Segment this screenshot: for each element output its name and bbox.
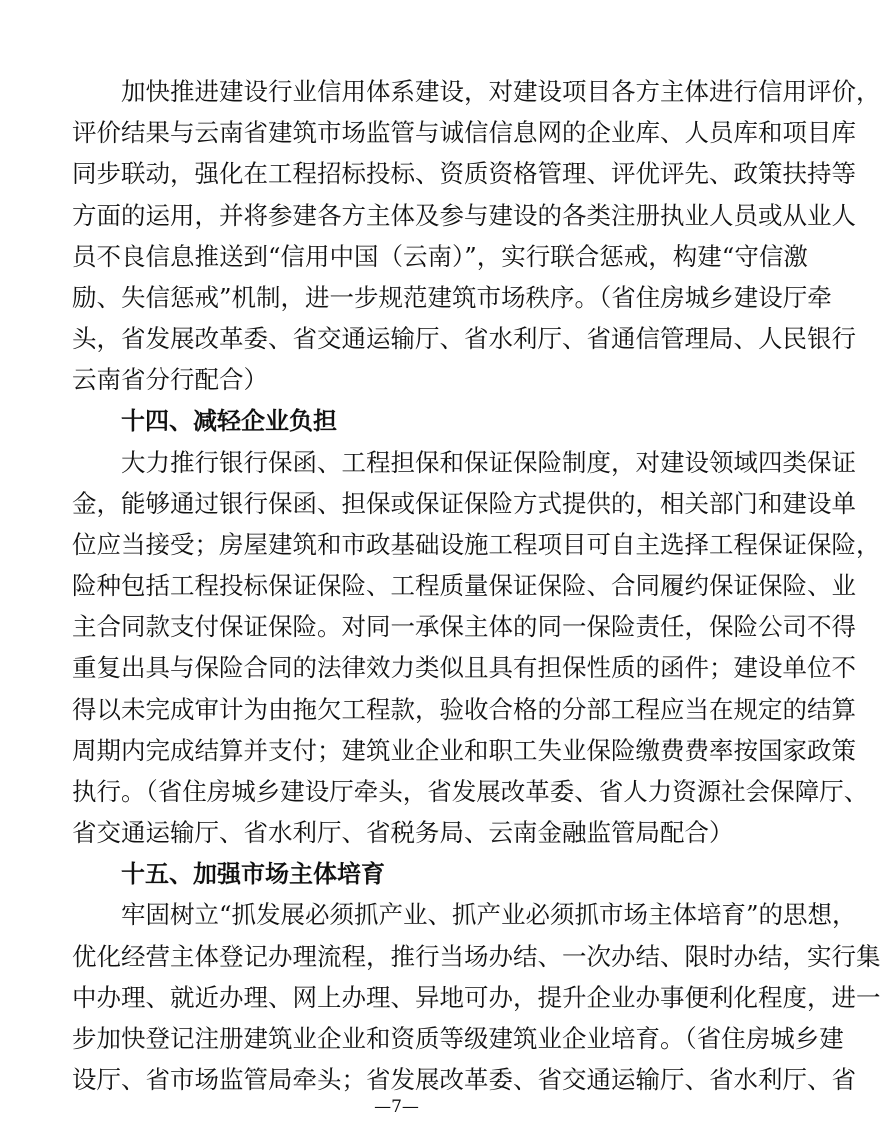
paragraph-line: 中办理、就近办理、网上办理、异地可办，提升企业办事便利化程度，进一 [72, 983, 881, 1012]
page-number: —7— [374, 1097, 419, 1117]
paragraph-line: 加快推进建设行业信用体系建设，对建设项目各方主体进行信用评价， [121, 77, 881, 106]
paragraph-line: 重复出具与保险合同的法律效力类似且具有担保性质的函件；建设单位不 [72, 653, 856, 682]
paragraph-line: 得以未完成审计为由拖欠工程款，验收合格的分部工程应当在规定的结算 [72, 695, 856, 724]
paragraph-line: 云南省分行配合） [72, 365, 268, 394]
paragraph-line: 励、失信惩戒”机制，进一步规范建筑市场秩序。（省住房城乡建设厅牵 [72, 283, 832, 312]
paragraph-line: 同步联动，强化在工程招标投标、资质资格管理、评优评先、政策扶持等 [72, 159, 856, 188]
paragraph-line: 金，能够通过银行保函、担保或保证保险方式提供的，相关部门和建设单 [72, 489, 856, 518]
paragraph-line: 主合同款支付保证保险。对同一承保主体的同一保险责任，保险公司不得 [72, 612, 856, 641]
paragraph-line: 位应当接受；房屋建筑和市政基础设施工程项目可自主选择工程保证保险， [72, 530, 881, 559]
paragraph-line: 设厅、省市场监管局牵头；省发展改革委、省交通运输厅、省水利厅、省 [72, 1065, 856, 1094]
paragraph-line: 员不良信息推送到“信用中国（云南）”，实行联合惩戒，构建“守信激 [72, 242, 808, 271]
paragraph-line: 大力推行银行保函、工程担保和保证保险制度，对建设领域四类保证 [121, 448, 856, 477]
paragraph-line: 执行。（省住房城乡建设厅牵头，省发展改革委、省人力资源社会保障厅、 [72, 777, 869, 806]
section-heading: 十四、减轻企业负担 [121, 407, 337, 435]
paragraph-line: 牢固树立“抓发展必须抓产业、抓产业必须抓市场主体培育”的思想， [121, 900, 857, 929]
paragraph-line: 头，省发展改革委、省交通运输厅、省水利厅、省通信管理局、人民银行 [72, 324, 856, 353]
paragraph-line: 险种包括工程投标保证保险、工程质量保证保险、合同履约保证保险、业 [72, 571, 856, 600]
paragraph-line: 优化经营主体登记办理流程，推行当场办结、一次办结、限时办结，实行集 [72, 942, 881, 971]
section-heading: 十五、加强市场主体培育 [121, 860, 385, 888]
paragraph-line: 方面的运用，并将参建各方主体及参与建设的各类注册执业人员或从业人 [72, 201, 856, 230]
paragraph-line: 周期内完成结算并支付；建筑业企业和职工失业保险缴费费率按国家政策 [72, 736, 856, 765]
paragraph-line: 评价结果与云南省建筑市场监管与诚信信息网的企业库、人员库和项目库 [72, 118, 856, 147]
paragraph-line: 省交通运输厅、省水利厅、省税务局、云南金融监管局配合） [72, 818, 734, 847]
paragraph-line: 步加快登记注册建筑业企业和资质等级建筑业企业培育。（省住房城乡建 [72, 1024, 844, 1053]
